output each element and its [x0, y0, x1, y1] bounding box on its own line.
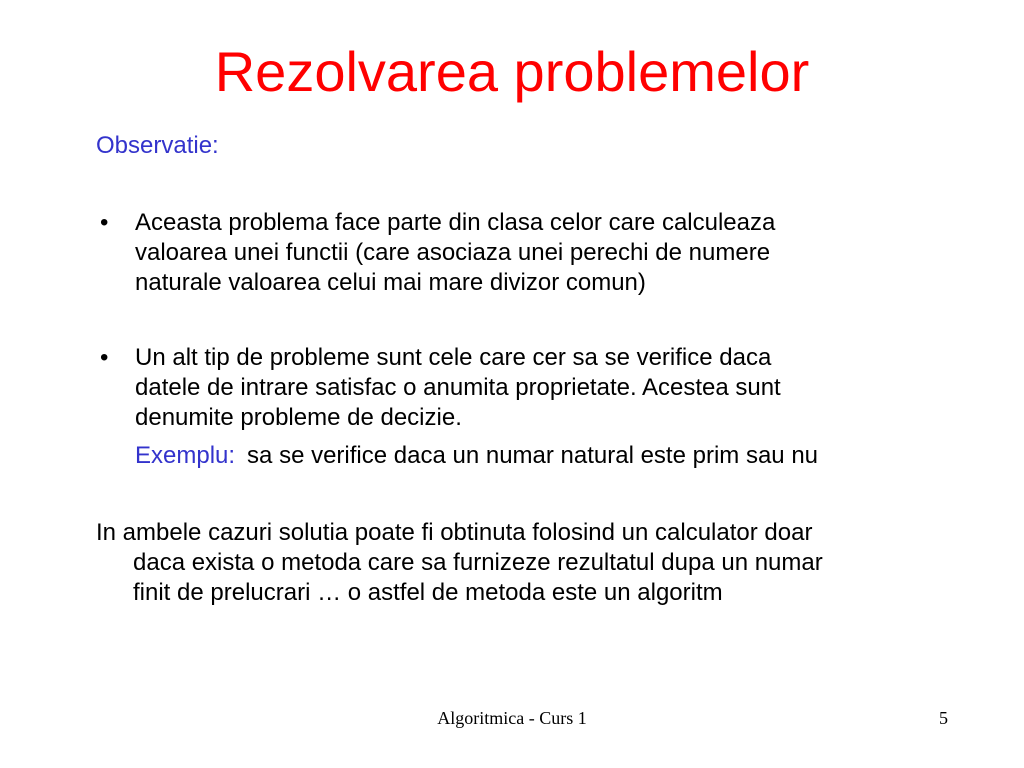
- page-number: 5: [939, 708, 948, 728]
- bullet-1-line: valoarea unei functii (care asociaza unei perechi de numere: [135, 239, 771, 266]
- bullet-1-line: naturale valoarea celui mai mare divizor comun): [135, 269, 646, 296]
- bullet-2-line: denumite probleme de decizie.: [135, 404, 462, 431]
- bullet-1-line: Aceasta problema face parte din clasa celor care calculeaza: [135, 209, 776, 236]
- slide-title: Rezolvarea problemelor: [214, 40, 810, 103]
- conclusion-line: finit de prelucrari … o astfel de metoda este un algoritm: [133, 579, 723, 606]
- conclusion-line: daca exista o metoda care sa furnizeze rezultatul dupa un numar: [133, 549, 823, 576]
- bullet-item-1: [135, 208, 775, 298]
- footer-course-label: Algoritmica - Curs 1: [437, 708, 587, 728]
- example-text: sa se verifice daca un numar natural este prim sau nu: [247, 442, 819, 469]
- observation-label: Observatie:: [96, 132, 219, 159]
- bullet-marker: •: [100, 344, 109, 371]
- conclusion-line: In ambele cazuri solutia poate fi obtinuta folosind un calculator doar: [96, 519, 813, 546]
- example-line: [135, 441, 818, 471]
- example-label: Exemplu:: [135, 442, 236, 469]
- bullet-marker: •: [100, 209, 109, 236]
- bullet-item-2: [135, 343, 781, 433]
- bullet-2-line: Un alt tip de probleme sunt cele care cer sa se verifice daca: [135, 344, 772, 371]
- conclusion-paragraph: [96, 518, 823, 608]
- bullet-2-line: datele de intrare satisfac o anumita proprietate. Acestea sunt: [135, 374, 781, 401]
